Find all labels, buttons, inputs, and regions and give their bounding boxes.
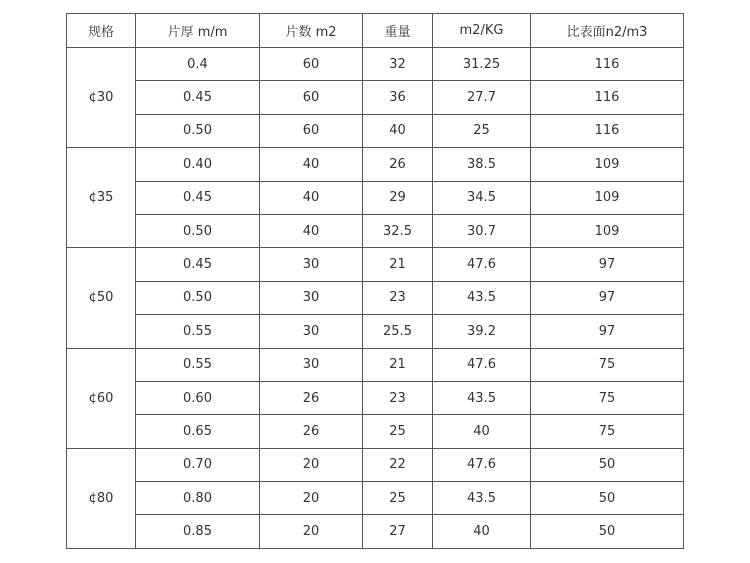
cell-pieces: 20 (260, 448, 363, 481)
table-row (67, 81, 684, 114)
cell-pieces: 40 (260, 214, 363, 247)
cell-pieces: 20 (260, 515, 363, 548)
cell-weight: 23 (363, 381, 433, 414)
cell-thickness: 0.50 (136, 281, 260, 314)
header-pieces: 片数 m2 (260, 14, 363, 48)
cell-area-per-kg: 30.7 (433, 214, 531, 247)
header-weight: 重量 (363, 14, 433, 48)
table-row (67, 114, 684, 147)
cell-pieces: 60 (260, 114, 363, 147)
cell-specific-surface: 97 (531, 248, 684, 281)
cell-specific-surface: 75 (531, 415, 684, 448)
cell-specific-surface: 50 (531, 482, 684, 515)
cell-pieces: 60 (260, 81, 363, 114)
table-row (67, 515, 684, 548)
cell-thickness: 0.45 (136, 248, 260, 281)
cell-specific-surface: 97 (531, 281, 684, 314)
table-row (67, 415, 684, 448)
cell-pieces: 30 (260, 281, 363, 314)
cell-specific-surface: 50 (531, 515, 684, 548)
table-row (67, 281, 684, 314)
table-row (67, 214, 684, 247)
header-thickness: 片厚 m/m (136, 14, 260, 48)
table-row (67, 348, 684, 381)
cell-area-per-kg: 25 (433, 114, 531, 147)
cell-weight: 36 (363, 81, 433, 114)
cell-area-per-kg: 39.2 (433, 315, 531, 348)
cell-specific-surface: 116 (531, 48, 684, 81)
cell-area-per-kg: 47.6 (433, 248, 531, 281)
cell-area-per-kg: 43.5 (433, 281, 531, 314)
cell-thickness: 0.50 (136, 114, 260, 147)
cell-thickness: 0.45 (136, 181, 260, 214)
cell-area-per-kg: 47.6 (433, 448, 531, 481)
cell-thickness: 0.85 (136, 515, 260, 548)
header-row (67, 14, 684, 48)
cell-spec: ¢50 (67, 248, 136, 348)
cell-area-per-kg: 47.6 (433, 348, 531, 381)
cell-area-per-kg: 38.5 (433, 148, 531, 181)
cell-specific-surface: 97 (531, 315, 684, 348)
cell-area-per-kg: 27.7 (433, 81, 531, 114)
cell-area-per-kg: 43.5 (433, 381, 531, 414)
cell-spec: ¢30 (67, 48, 136, 148)
cell-weight: 25.5 (363, 315, 433, 348)
header-specific-surface: 比表面n2/m3 (531, 14, 684, 48)
cell-spec: ¢35 (67, 148, 136, 248)
table-row (67, 181, 684, 214)
cell-pieces: 26 (260, 415, 363, 448)
cell-thickness: 0.60 (136, 381, 260, 414)
table-row (67, 148, 684, 181)
cell-pieces: 40 (260, 148, 363, 181)
cell-weight: 25 (363, 415, 433, 448)
cell-weight: 26 (363, 148, 433, 181)
cell-weight: 32.5 (363, 214, 433, 247)
cell-spec: ¢80 (67, 448, 136, 548)
cell-pieces: 26 (260, 381, 363, 414)
cell-thickness: 0.4 (136, 48, 260, 81)
cell-pieces: 60 (260, 48, 363, 81)
cell-thickness: 0.70 (136, 448, 260, 481)
cell-area-per-kg: 34.5 (433, 181, 531, 214)
cell-specific-surface: 109 (531, 148, 684, 181)
spec-table (66, 13, 684, 549)
table-row (67, 48, 684, 81)
cell-area-per-kg: 40 (433, 515, 531, 548)
cell-weight: 22 (363, 448, 433, 481)
cell-area-per-kg: 43.5 (433, 482, 531, 515)
cell-thickness: 0.65 (136, 415, 260, 448)
cell-pieces: 30 (260, 315, 363, 348)
table-body (67, 48, 684, 549)
cell-thickness: 0.50 (136, 214, 260, 247)
cell-weight: 29 (363, 181, 433, 214)
table-row (67, 315, 684, 348)
table-row (67, 381, 684, 414)
cell-thickness: 0.80 (136, 482, 260, 515)
cell-area-per-kg: 31.25 (433, 48, 531, 81)
cell-specific-surface: 75 (531, 381, 684, 414)
cell-pieces: 30 (260, 348, 363, 381)
cell-pieces: 40 (260, 181, 363, 214)
cell-weight: 21 (363, 348, 433, 381)
cell-pieces: 30 (260, 248, 363, 281)
cell-weight: 27 (363, 515, 433, 548)
cell-specific-surface: 109 (531, 214, 684, 247)
cell-pieces: 20 (260, 482, 363, 515)
cell-specific-surface: 109 (531, 181, 684, 214)
cell-thickness: 0.40 (136, 148, 260, 181)
cell-thickness: 0.55 (136, 348, 260, 381)
cell-weight: 40 (363, 114, 433, 147)
cell-weight: 32 (363, 48, 433, 81)
cell-specific-surface: 75 (531, 348, 684, 381)
header-spec: 规格 (67, 14, 136, 48)
cell-weight: 23 (363, 281, 433, 314)
table-row (67, 448, 684, 481)
cell-specific-surface: 116 (531, 114, 684, 147)
table-row (67, 248, 684, 281)
cell-specific-surface: 116 (531, 81, 684, 114)
cell-thickness: 0.55 (136, 315, 260, 348)
cell-spec: ¢60 (67, 348, 136, 448)
cell-area-per-kg: 40 (433, 415, 531, 448)
cell-weight: 21 (363, 248, 433, 281)
cell-weight: 25 (363, 482, 433, 515)
table-row (67, 482, 684, 515)
header-area-per-kg: m2/KG (433, 14, 531, 48)
cell-thickness: 0.45 (136, 81, 260, 114)
cell-specific-surface: 50 (531, 448, 684, 481)
